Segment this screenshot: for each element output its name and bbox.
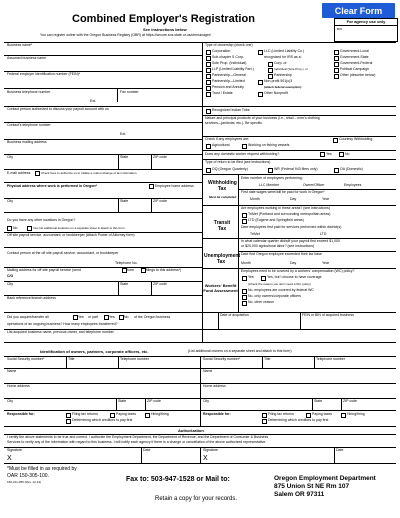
filing-returns-checkbox[interactable] (262, 413, 267, 418)
state-label: State (120, 199, 129, 203)
authorization-text: I certify the above statements to be true and correct. I authorize the Employment Department, the Department of Revenue, and the Department of Consumer & Business (7, 435, 269, 439)
hiring-firing-label: Hiring/firing (347, 412, 365, 416)
creditors-checkbox[interactable] (262, 419, 267, 424)
telephone-no-label: Telephone No. (115, 261, 138, 265)
oq-label: OQ (Oregon Quarterly) (212, 167, 248, 171)
unemployment-tax-heading: Unemployment Tax (204, 253, 241, 265)
zip-label: ZIP code (147, 399, 161, 403)
rule (202, 150, 396, 151)
owner-name-label: Name (203, 369, 213, 373)
other-nonprofit-checkbox[interactable] (258, 92, 263, 97)
employees-are-label: Check if any employees are: (205, 137, 250, 141)
org-option: Corporation (212, 49, 231, 53)
rule (117, 88, 118, 102)
zip-label: ZIP code (343, 399, 357, 403)
org-option: Sole Prop. (Individual) (212, 61, 247, 65)
nonprofit-checkbox[interactable] (258, 80, 263, 85)
agency-use-heading: For agency use only (335, 19, 397, 26)
acquire-question-label-3: operations of an ongoing business? How many employees transferred? (7, 322, 118, 326)
rule (202, 174, 396, 175)
state-label: State (314, 399, 323, 403)
other-locations-no-label: No (13, 226, 18, 230)
org-option: Partnership (274, 73, 292, 77)
care-of-label: C/O (7, 274, 14, 278)
transit-first-paid-label: Date employees first paid for services performed within district(s) (241, 225, 342, 229)
email-authorize-checkbox[interactable] (35, 171, 40, 176)
mailing-address-line-3: Salem OR 97311 (274, 491, 325, 498)
org-option: Pension and Annuity (212, 85, 244, 89)
state-label: State (120, 155, 129, 159)
rule (4, 368, 396, 369)
contact-person-label: Contact person authorized to discuss your payroll account with us (7, 107, 109, 111)
rule (116, 398, 117, 410)
filing-returns-label: Filing tax returns (268, 412, 294, 416)
fishing-vessels-checkbox[interactable] (242, 144, 247, 149)
other-locations-yes-checkbox[interactable] (27, 226, 32, 231)
signature-x-mark: X (203, 455, 208, 462)
wc-owners-label: No, only owners/corporate officers (248, 294, 302, 298)
zip-label: ZIP code (153, 155, 167, 159)
acquire-question-label-2: of the Oregon business (134, 315, 171, 319)
rule (262, 356, 263, 368)
ownership-type-label: Type of ownership (check one) (205, 43, 253, 47)
employee-home-checkbox[interactable] (149, 184, 154, 189)
employees-count-label: Employees (344, 183, 362, 187)
trust-estate-checkbox[interactable] (206, 92, 211, 97)
pension-checkbox[interactable] (206, 86, 211, 91)
corporation-checkbox[interactable] (206, 50, 211, 55)
org-option: Other (describe below) (340, 73, 376, 77)
wc-note-label: (Check the reason you don't need a WC policy) (248, 282, 311, 286)
ui-quarter-label-2: or $20,000 agricultural labor? (see instructions) (241, 244, 315, 248)
rule (4, 426, 396, 427)
withholding-tax-heading: Withholding Tax (208, 180, 237, 192)
acquire-question-label: Did you acquire/transfer all (7, 315, 49, 319)
authorization-heading: Authorization (178, 428, 204, 433)
owners-heading-note: (List additional owners on a separate sheet and attach to this form) (188, 349, 292, 353)
partnership-limited-checkbox[interactable] (206, 80, 211, 85)
send-filings-label: filings to this address*) (146, 268, 182, 272)
telephone-label: Telephone number (316, 357, 345, 361)
agricultural-checkbox[interactable] (206, 144, 211, 149)
return-type-label: Type of return to be filed (see instructions) (205, 160, 271, 164)
fein-label: Federal employer identification number (FEIN)* (7, 72, 81, 76)
city-label: City (203, 399, 210, 403)
oar-note: OAR 150-305-100. (7, 473, 49, 479)
org-option: Non-profit 501(c)3 (264, 79, 293, 83)
wc-owners-checkbox[interactable] (242, 295, 247, 300)
mailing-address-label: Business mailing address (7, 140, 47, 144)
business-name-label: Business name* (7, 43, 33, 47)
other-org-checkbox[interactable] (334, 74, 339, 79)
rule (118, 281, 119, 295)
signature-label: Signature (203, 448, 218, 452)
ssn-label: Social Security number* (203, 357, 241, 361)
clear-form-button[interactable]: Clear Form (322, 3, 395, 18)
acquired-fein-label: FEIN or BIN of acquired business (302, 313, 354, 317)
rule (4, 410, 396, 411)
register-online-line: You can register online with the Oregon Business Registry (OBR) at https://secure.sos.state.or.us/cbrmanager/ (40, 33, 212, 37)
city-label: City (7, 155, 14, 159)
org-option: Partnership—General (212, 73, 246, 77)
creditors-label: Determining which creditors to pay first (72, 418, 133, 422)
creditors-label: Determining which creditors to pay first (268, 418, 329, 422)
email-label: E-mail address (7, 171, 31, 175)
zip-label: ZIP code (153, 282, 167, 286)
wr-label: WR (Federal 943 filers only) (274, 167, 318, 171)
bin-label: BIN (337, 27, 343, 31)
domestic-no-label: No (345, 152, 350, 156)
fax-mail-label: Fax to: 503-947-1528 or Mail to: (126, 476, 230, 483)
rule (4, 212, 202, 213)
authorization-text-2: Services to verify any of the information with regard to this business. I will notify each agency if there is a change or cancellation of the above authorized representative. (7, 440, 267, 444)
wc-federal-checkbox[interactable] (242, 289, 247, 294)
domestic-withholding-label: Does any domestic worker request withholding? (205, 152, 280, 156)
trimet-checkbox[interactable] (242, 213, 247, 218)
rule (341, 398, 342, 410)
fishing-vessels-label: Working on fishing vessels (248, 143, 290, 147)
acquire-no-label: No (124, 315, 129, 319)
llc-corp-checkbox[interactable] (268, 62, 273, 67)
hiring-firing-label: Hiring/firing (151, 412, 169, 416)
agricultural-label: Agricultural (212, 143, 230, 147)
ext-label: Ext. (120, 132, 127, 136)
business-nature-label-2: services—janitorial, etc.). Be specific. (205, 121, 263, 125)
gov-local-checkbox[interactable] (334, 50, 339, 55)
rule (200, 356, 201, 426)
column-divider (202, 42, 203, 342)
wc-yes-label: Yes (248, 275, 254, 279)
send-form-label: form (127, 268, 134, 272)
llc-member-label: LLC Member (259, 183, 280, 187)
rule (4, 247, 202, 248)
political-campaign-checkbox[interactable] (334, 68, 339, 73)
owner-officer-label: Owner/Officer (303, 183, 325, 187)
rule (200, 447, 201, 463)
partnership-general-checkbox[interactable] (206, 74, 211, 79)
rule (151, 154, 152, 169)
required-note: *Must be filled in as required by (7, 466, 77, 472)
subchapter-s-checkbox[interactable] (206, 56, 211, 61)
org-option: LLC (Limited Liability Co.) (264, 49, 305, 53)
month-label: Month (241, 261, 251, 265)
rule (334, 447, 335, 463)
rule (66, 356, 67, 368)
state-label: State (120, 282, 129, 286)
org-option: Corp. or (274, 61, 287, 65)
zip-label: ZIP code (153, 199, 167, 203)
wc-other-label: No, other reason (248, 300, 275, 304)
ltd-label: LTD (Eugene and Springfield areas) (248, 218, 304, 222)
telephone-label: Telephone number (120, 357, 149, 361)
rule (300, 312, 301, 329)
transit-tax-heading: Transit Tax (213, 220, 231, 232)
employees-performing-label: Enter number of employees performing: (241, 176, 303, 180)
wc-federal-label: No, employees are covered by federal WC (248, 288, 314, 292)
date-label: Date (143, 448, 151, 452)
owners-heading: Identification of owners, partners, corporate officers, etc. (40, 349, 149, 354)
rule (118, 356, 119, 368)
gov-federal-checkbox[interactable] (334, 62, 339, 67)
acquire-part-yes-label: Yes (109, 315, 115, 319)
signature-x-mark: X (7, 455, 12, 462)
rule (4, 342, 396, 343)
first-wages-label: First date wages were/will be paid for work in Oregon* (241, 190, 325, 194)
title-label: Title (68, 357, 75, 361)
rule (118, 198, 119, 212)
date-label: Date (336, 448, 344, 452)
rule (238, 268, 239, 312)
mailing-address-line-2: 875 Union St NE Rm 107 (274, 483, 350, 490)
agency-use-box (334, 18, 398, 42)
acquired-business-label: List acquired business name, previous owner, and telephone number (7, 330, 114, 334)
org-option: Other Nonprofit (264, 91, 288, 95)
state-label: State (118, 399, 127, 403)
form-subtitle: See instructions below (143, 27, 187, 32)
rule (4, 154, 202, 155)
org-option: Government-Federal (340, 61, 373, 65)
month-label: Month (250, 197, 260, 201)
rule (218, 312, 219, 329)
trimet-label: TriMet (Portland and surrounding metropolitan areas) (248, 212, 331, 216)
day-label: Day (290, 261, 297, 265)
creditors-checkbox[interactable] (66, 419, 71, 424)
rule (141, 447, 142, 463)
day-label: Day (290, 197, 297, 201)
responsible-for-label: Responsible for: (7, 412, 35, 416)
rule (118, 154, 119, 169)
title-label: Title (264, 357, 271, 361)
filing-returns-checkbox[interactable] (66, 413, 71, 418)
rule (202, 106, 396, 107)
domestic-yes-checkbox[interactable] (320, 152, 325, 157)
offsite-payroll-label: Off site payroll service, accountant, or bookkeeper (Attach Power of Attorney form) (7, 233, 135, 237)
wc-yes-checkbox[interactable] (242, 276, 247, 281)
org-option: Individual (Sole Prop.), or (274, 67, 308, 71)
sole-prop-checkbox[interactable] (206, 62, 211, 67)
paying-taxes-label: Paying taxes (312, 412, 333, 416)
rule (312, 398, 313, 410)
form-title: Combined Employer's Registration (72, 13, 255, 25)
wr-checkbox[interactable] (268, 168, 273, 173)
ltd-checkbox[interactable] (242, 219, 247, 224)
home-address-label: Home address (7, 384, 30, 388)
domestic-no-checkbox[interactable] (339, 152, 344, 157)
indian-tribe-label: Recognized Indian Tribe (212, 108, 250, 112)
org-option: Government-Local (340, 49, 369, 53)
org-option: Political Campaign (340, 67, 369, 71)
business-phone-label: Business telephone number (7, 90, 51, 94)
ltd-date-label: LTD (320, 232, 327, 236)
org-option: Trust / Estate (212, 91, 233, 95)
llc-individual-checkbox[interactable] (268, 68, 273, 73)
ssn-label: Social Security number* (7, 357, 45, 361)
rule (4, 169, 202, 170)
rule (151, 198, 152, 212)
org-option: (attach federal exemption) (264, 85, 302, 89)
wc-coverage-label: Employees need to be covered by a workers' compensation (WC) policy? (241, 269, 355, 273)
rule (4, 398, 396, 399)
oq-checkbox[interactable] (206, 168, 211, 173)
acquire-or-part-label: or part (88, 315, 99, 319)
paying-taxes-label: Paying taxes (116, 412, 137, 416)
year-label: Year (322, 261, 330, 265)
courtesy-withholding-checkbox[interactable] (333, 138, 338, 143)
llp-checkbox[interactable] (206, 68, 211, 73)
rule (314, 356, 315, 368)
rule (4, 463, 396, 464)
other-locations-label: Do you have any other locations in Oregon? (7, 218, 76, 222)
workers-benefit-heading: Workers' Benefit Fund Assessment (203, 283, 238, 293)
org-option: Partnership—Limited (212, 79, 245, 83)
offsite-mailing-label: Mailing address for off site payroll service (send (7, 268, 81, 272)
acquire-all-yes-label: Yes (78, 315, 84, 319)
assumed-name-label: Assumed business name (7, 56, 47, 60)
courtesy-withholding-label: Courtesy Withholding (339, 137, 373, 141)
year-label: Year (322, 197, 330, 201)
hiring-firing-checkbox[interactable] (145, 413, 150, 418)
rule (4, 281, 202, 282)
rule (151, 281, 152, 295)
indian-tribe-checkbox[interactable] (206, 109, 211, 114)
org-option: LLP (Limited Liability Part.) (212, 67, 254, 71)
hiring-firing-checkbox[interactable] (341, 413, 346, 418)
trimet-date-label: TriMet (250, 232, 260, 236)
transit-areas-label: Are employees working in these areas? (see instructions) (241, 206, 330, 210)
org-option: recognized for IRS as a: (264, 55, 302, 59)
city-label: City (7, 282, 14, 286)
rule (4, 383, 396, 384)
org-option: Sub-chapter S Corp. (212, 55, 244, 59)
home-address-label: Home address (203, 384, 226, 388)
physical-address-label: Physical address where work is performed in Oregon* (7, 184, 97, 188)
ui-tax-base-label: Date first Oregon employee exceeded their tax base (241, 252, 322, 256)
contact-phone-label: Contact's telephone number (7, 123, 51, 127)
employee-home-label: Employee home address (155, 184, 194, 188)
filing-returns-label: Filing tax returns (72, 412, 98, 416)
city-label: City (7, 399, 14, 403)
llc-checkbox[interactable] (258, 50, 263, 55)
retain-copy-note: Retain a copy for your records. (155, 496, 238, 502)
rule (4, 198, 202, 199)
form-number: 150-211-055 (Rev. 12-13) (7, 480, 42, 484)
other-locations-no-checkbox[interactable] (7, 226, 12, 231)
bank-reference-label: Bank reference/branch address (7, 296, 56, 300)
ext-label: Ext. (90, 99, 97, 103)
domestic-yes-label: Yes (326, 152, 332, 156)
mailing-address-line-1: Oregon Employment Department (274, 475, 376, 482)
rule (4, 42, 396, 43)
business-nature-label: Nature and principal products of your business (i.e., retail – men's clothing (205, 116, 320, 120)
org-option: Government-State (340, 55, 369, 59)
gov-state-checkbox[interactable] (334, 56, 339, 61)
owner-name-label: Name (7, 369, 17, 373)
city-label: City (7, 199, 14, 203)
rule (4, 182, 202, 183)
must-be-completed-label: Must be completed (209, 195, 237, 199)
other-locations-yes-label: Yes; list additional locations on a separate sheet & attach to this form (33, 226, 125, 230)
signature-label: Signature (7, 448, 22, 452)
oa-label: OA (Domestic) (340, 167, 363, 171)
ui-quarter-label: In what calendar quarter did/will your payroll first exceed $1,000 (241, 239, 340, 243)
fax-label: Fax number (120, 90, 139, 94)
rule (145, 398, 146, 410)
wc-no-checkbox[interactable] (261, 276, 266, 281)
email-authorize-label: Check here to authorize us to initiate e-mail exchange of tax information. (41, 171, 138, 175)
offsite-contact-label: Contact person at the off site payroll service, accountant, or bookkeeper (7, 251, 119, 255)
responsible-for-label: Responsible for: (203, 412, 231, 416)
oa-checkbox[interactable] (334, 168, 339, 173)
wc-choose-label: Yes, but I choose to have coverage (267, 275, 322, 279)
acquisition-date-label: Date of acquisition (220, 313, 249, 317)
wc-other-checkbox[interactable] (242, 301, 247, 306)
rule (4, 88, 202, 89)
